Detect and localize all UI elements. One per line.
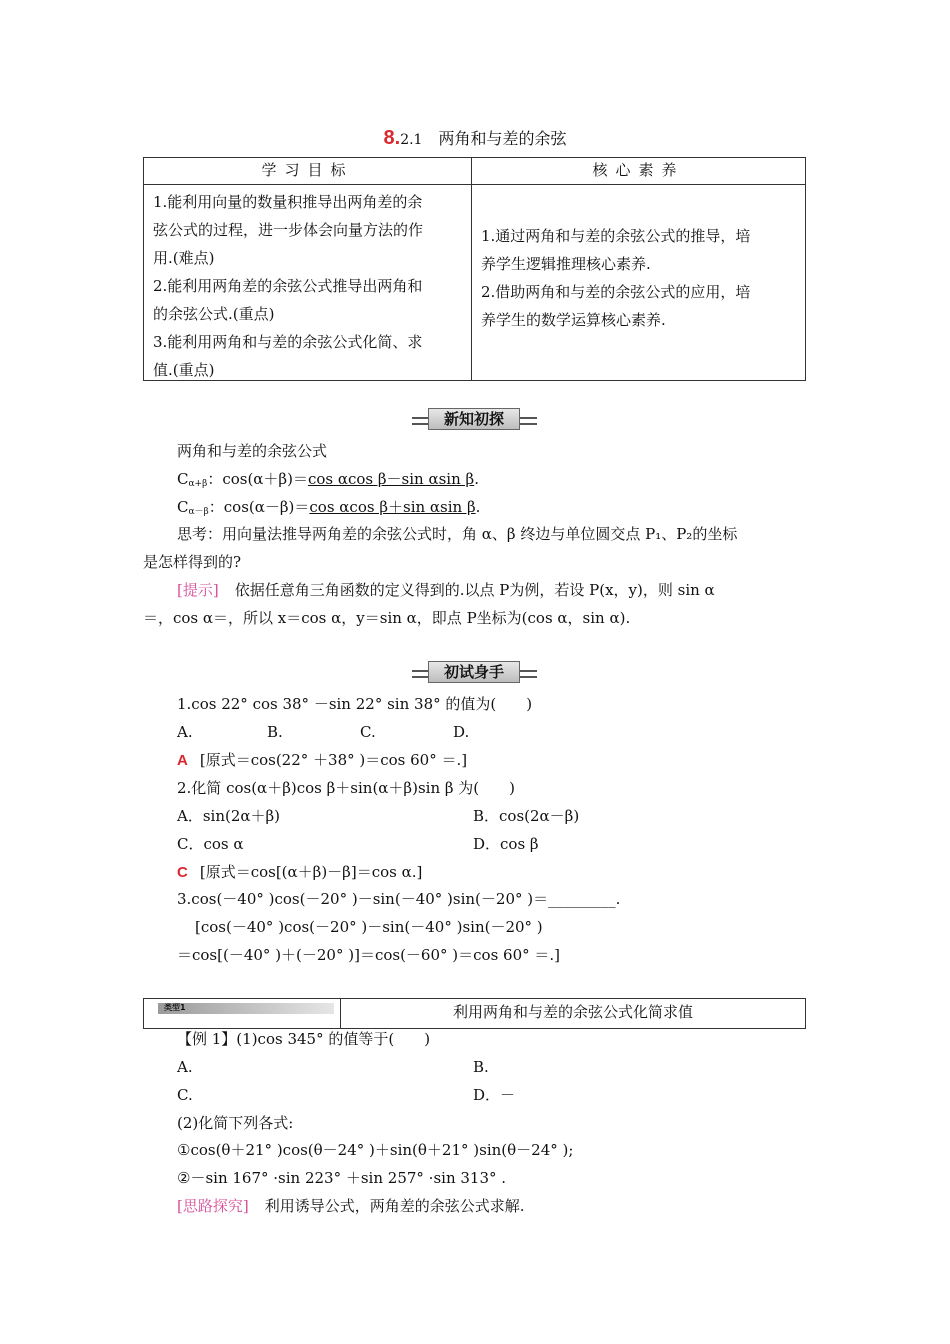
objectives-table xyxy=(143,157,806,381)
question-3-explanation: [cos(－40° )cos(－20° )－sin(－40° )sin(－20° ) xyxy=(195,918,543,936)
thinking-label: [思路探究] xyxy=(177,1197,249,1215)
option: A．sin(2α＋β) xyxy=(177,807,281,825)
formula-heading: 两角和与差的余弦公式 xyxy=(177,442,328,460)
formula-difference xyxy=(177,496,480,523)
option: D．cos β xyxy=(473,835,539,853)
think-question: 思考：用向量法推导两角差的余弦公式时，角 α、β 终边与单位圆交点 P₁、P₂的坐标 xyxy=(177,525,738,543)
option: D. xyxy=(453,723,470,741)
goal-line: 用.(难点) xyxy=(153,249,215,267)
banner-try-it xyxy=(412,664,537,684)
formula-name: C xyxy=(177,470,189,488)
answer-explanation: [原式＝cos(22° ＋38° )＝cos 60° ＝.] xyxy=(199,751,468,769)
formula-lhs: ：cos(α＋β)＝ xyxy=(207,470,308,488)
formula-subscript: α－β xyxy=(188,507,209,517)
goal-line: 的余弦公式.(重点) xyxy=(153,305,275,323)
question-1-options xyxy=(177,721,469,743)
question-3 xyxy=(177,888,620,910)
question-2-answer xyxy=(177,861,422,884)
table-divider xyxy=(471,158,472,380)
header-core-literacy: 核心素养 xyxy=(472,158,805,185)
section-title-text: 两角和与差的余弦 xyxy=(438,129,567,148)
example-1: 【例 1】(1)cos 345° 的值等于( ) xyxy=(177,1030,431,1048)
example-part-2: (2)化简下列各式: xyxy=(177,1114,294,1132)
answer-letter: C xyxy=(177,864,188,881)
hint-text: 依据任意角三角函数的定义得到的.以点 P为例，若设 P(x，y)，则 sin α xyxy=(234,581,715,599)
literacy-line: 2.借助两角和与差的余弦公式的应用，培 xyxy=(481,283,751,301)
formula-subscript: α+β xyxy=(188,479,208,489)
option: C. xyxy=(360,723,376,741)
answer-explanation: [原式＝cos[(α＋β)－β]＝cos α.] xyxy=(199,863,423,881)
formula-end: . xyxy=(475,498,481,516)
goal-line: 弦公式的过程，进一步体会向量方法的作 xyxy=(153,221,424,239)
example-item-1: ①cos(θ＋21° )cos(θ－24° )＋sin(θ＋21° )sin(θ－24° ); xyxy=(177,1141,574,1159)
section-title xyxy=(0,126,950,150)
literacy-line: 养学生逻辑推理核心素养. xyxy=(481,255,651,273)
question-2: 2.化简 cos(α＋β)cos β＋sin(α＋β)sin β 为( ) xyxy=(177,779,516,797)
option: B. xyxy=(473,1058,489,1076)
goal-line: 1.能利用向量的数量积推导出两角差的余 xyxy=(153,193,423,211)
literacy-line: 养学生的数学运算核心素养. xyxy=(481,311,666,329)
formula-rhs: cos αcos β＋sin αsin β xyxy=(309,498,476,516)
learning-goals-cell xyxy=(153,188,465,384)
formula-name: C xyxy=(177,498,189,516)
question-3-explanation-cont: ＝cos[(－40° )＋(－20° )]＝cos(－60° )＝cos 60° ＝.] xyxy=(177,946,561,964)
answer-letter: A xyxy=(177,752,188,769)
hint-line xyxy=(177,579,715,601)
type-tag-label: 类型1 xyxy=(164,1003,186,1012)
formula-sum xyxy=(177,468,479,495)
type-title: 利用两角和与差的余弦公式化简求值 xyxy=(452,1003,693,1021)
hint-label: [提示] xyxy=(177,581,219,599)
goal-line: 值.(重点) xyxy=(153,361,215,379)
option: C．cos α xyxy=(177,835,244,853)
question-3-text: 3.cos(－40° )cos(－20° )－sin(－40° )sin(－20° )＝ xyxy=(177,890,549,908)
header-learning-goals: 学习目标 xyxy=(144,158,471,185)
banner-label: 初试身手 xyxy=(428,661,520,683)
option: D．－ xyxy=(473,1086,516,1104)
answer-blank: _________ xyxy=(548,890,616,908)
formula-lhs: ：cos(α－β)＝ xyxy=(208,498,310,516)
thinking-line xyxy=(177,1195,525,1217)
question-1-answer xyxy=(177,749,467,772)
formula-end: . xyxy=(474,470,479,488)
literacy-line: 1.通过两角和与差的余弦公式的推导，培 xyxy=(481,227,751,245)
question-end: . xyxy=(615,890,621,908)
question-1: 1.cos 22° cos 38° －sin 22° sin 38° 的值为( ) xyxy=(177,695,533,713)
option: B．cos(2α－β) xyxy=(473,807,580,825)
core-literacy-cell xyxy=(481,222,799,334)
think-question-cont: 是怎样得到的? xyxy=(143,553,242,571)
formula-rhs: cos αcos β－sin αsin β xyxy=(307,470,475,488)
option: A. xyxy=(177,1058,193,1076)
chapter-number: 8. xyxy=(383,127,401,149)
type-header-box xyxy=(143,998,806,1029)
banner-new-knowledge xyxy=(412,411,537,431)
goal-line: 2.能利用两角差的余弦公式推导出两角和 xyxy=(153,277,423,295)
option: A. xyxy=(177,723,193,741)
option: B. xyxy=(267,723,283,741)
goal-line: 3.能利用两角和与差的余弦公式化简、求 xyxy=(153,333,423,351)
hint-line-cont: ＝，cos α＝，所以 x＝cos α，y＝sin α，即点 P坐标为(cos α，sin α). xyxy=(143,609,631,627)
banner-label: 新知初探 xyxy=(428,408,520,430)
example-item-2: ②－sin 167° ·sin 223° ＋sin 257° ·sin 313° . xyxy=(177,1169,507,1187)
section-number: 2.1 xyxy=(400,132,423,148)
thinking-text: 利用诱导公式，两角差的余弦公式求解. xyxy=(264,1197,525,1215)
option: C. xyxy=(177,1086,193,1104)
